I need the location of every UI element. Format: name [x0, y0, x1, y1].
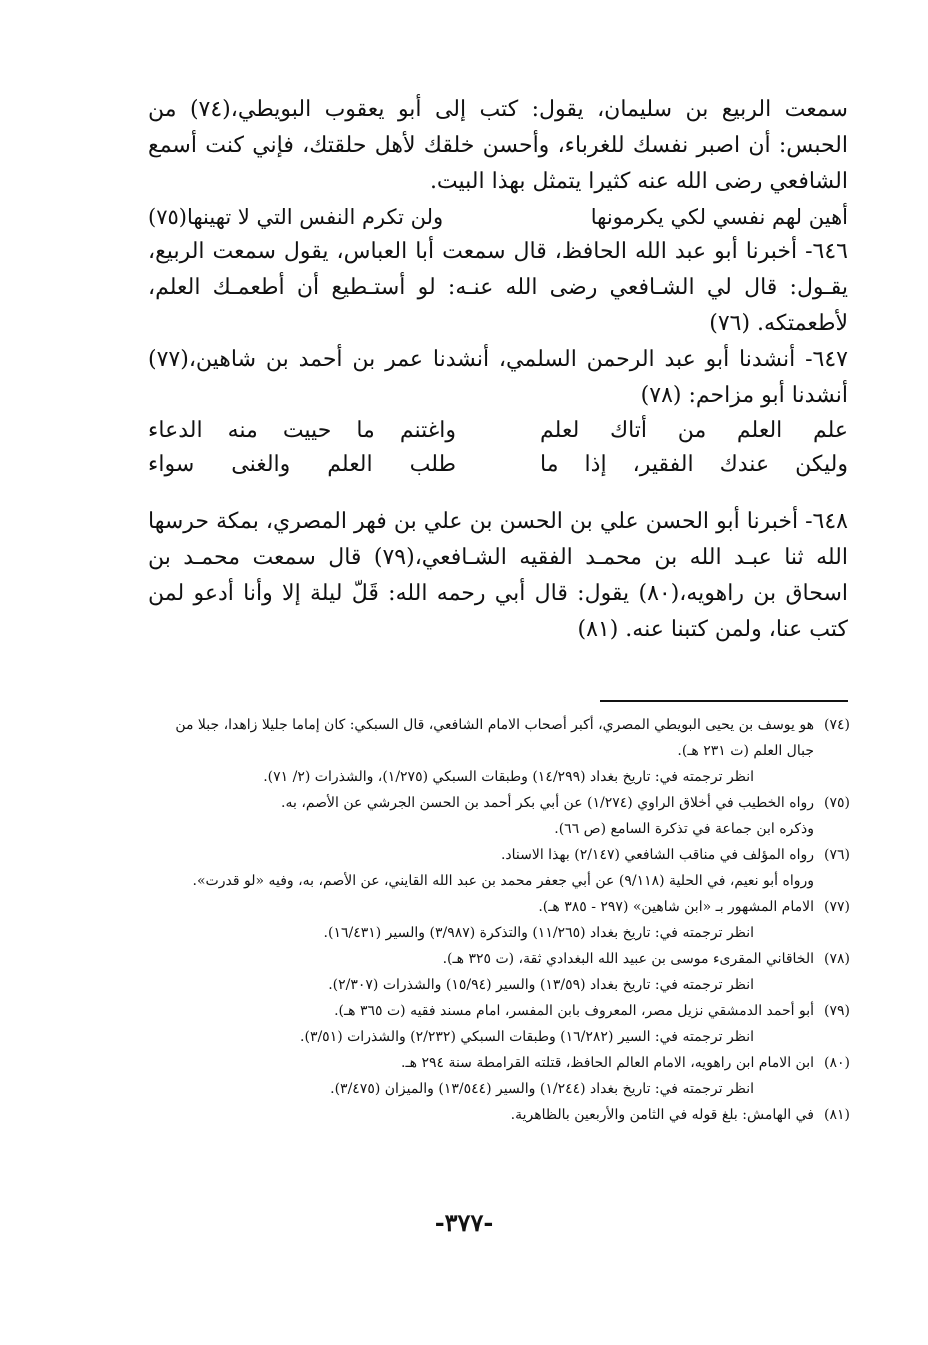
- footnote-text: انظر ترجمته في: تاريخ بغداد (١٤/٢٩٩) وطبقات السبكي (١/٢٧٥)، والشذرات (٢/ ٧١).: [263, 769, 754, 785]
- page-number: -٣٧٧-: [434, 1208, 494, 1237]
- main-text: [148, 92, 848, 648]
- footnote-74: [150, 712, 850, 790]
- paragraph-intro: سمعت الربيع بن سليمان، يقول: كتب إلى أبو يعقوب البويطي،(٧٤) من الحبس: أن اصبر نفسك للغرباء، وأحسن خلقك لأهل حلقتك، فإني كنت أسمع الشافعي رضى الله عنه كثيرا يتمثل بهذا البيت.: [148, 97, 848, 194]
- footnote-divider: [600, 700, 848, 702]
- verse-word: والغنى: [231, 452, 291, 477]
- footnote-number: (٧٦): [824, 847, 850, 863]
- footnote-text: الخاقاني المقرىء موسى بن عبيد الله البغدادي ثقة، (ت ٣٢٥ هـ).: [442, 951, 814, 967]
- footnote-75: [150, 790, 850, 842]
- footnote-number: (٧٤): [824, 717, 850, 733]
- footnote-text: رواه الخطيب في أخلاق الراوي (١/٢٧٤) عن أبي بكر أحمد بن الحسن الجرشي عن الأصم، به.: [281, 795, 814, 811]
- verse-word: عندك: [719, 452, 770, 477]
- footnote-text: ابن الامام ابن راهويه، الامام العالم الحافظ، قتلته القرامطة سنة ٢٩٤ هـ.: [401, 1055, 814, 1071]
- footnote-81: [150, 1102, 850, 1128]
- footnote-text: انظر ترجمته في: تاريخ بغداد (١٣/٥٩) والسير (١٥/٩٤) والشذرات (٢/٣٠٧).: [328, 977, 754, 993]
- verse-1: [148, 200, 848, 234]
- footnote-text: وذكره ابن جماعة في تذكرة السامع (ص ٦٦).: [554, 821, 814, 837]
- footnote-number: (٧٨): [824, 951, 850, 967]
- verse-1-first-hemistich: أهين لهم نفسي لكي يكرمونها: [590, 205, 848, 229]
- verse-word: منه: [227, 418, 258, 443]
- footnote-number: (٧٩): [824, 1003, 850, 1019]
- footnote-text: انظر ترجمته في: السير (١٦/٢٨٢) وطبقات السبكي (٢/٢٣٢) والشذرات (٣/٥١).: [300, 1029, 754, 1045]
- verse-2-line-1-second: [148, 414, 456, 448]
- footnote-80: [150, 1050, 850, 1102]
- footnote-text: الامام المشهور بـ «ابن شاهين» (٢٩٧ - ٣٨٥ هـ).: [538, 899, 814, 915]
- verse-word: إذا: [584, 452, 607, 477]
- verse-word: علم: [812, 418, 848, 443]
- footnote-text: هو يوسف بن يحيى البويطي المصري، أكبر أصحاب الامام الشافعي، قال السبكي: كان إماما جليلا زاهدا، جبلا من جبال العلم (ت ٢٣١ هـ).: [175, 717, 814, 759]
- verse-1-second-hemistich: ولن تكرم النفس التي لا تهينها(٧٥): [148, 205, 444, 229]
- footnote-76: [150, 842, 850, 894]
- verse-word: العلم: [327, 452, 373, 477]
- verse-word: الدعاء: [148, 418, 203, 443]
- footnote-text: ورواه أبو نعيم، في الحلية (٩/١١٨) عن أبي جعفر محمد بن عبد الله القايني، عن الأصم، به، وفيه «لو قدرت».: [192, 873, 814, 889]
- footnote-text: انظر ترجمته في: تاريخ بغداد (١١/٢٦٥) والتذكرة (٣/٩٨٧) والسير (١٦/٤٣١).: [323, 925, 754, 941]
- paragraph-647: ٦٤٧- أنشدنا أبو عبد الرحمن السلمي، أنشدنا عمر بن أحمد بن شاهين،(٧٧) أنشدنا أبو مزاحم: (٧٨): [148, 347, 848, 408]
- verse-word: ما: [540, 452, 559, 477]
- verse-word: واغتنم: [399, 418, 456, 443]
- verse-word: سواء: [148, 452, 195, 477]
- verse-2-line-1: [148, 414, 848, 448]
- verse-2-line-2-second: [148, 448, 456, 482]
- footnote-number: (٨١): [824, 1107, 850, 1123]
- footnote-text: في الهامش: بلغ قوله في الثامن والأربعين بالظاهرية.: [510, 1107, 814, 1123]
- footnote-78: [150, 946, 850, 998]
- footnote-number: (٨٠): [824, 1055, 850, 1071]
- verse-word: حييت: [282, 418, 332, 443]
- footnote-number: (٧٧): [824, 899, 850, 915]
- paragraph-646: ٦٤٦- أخبرنا أبو عبد الله الحافظ، قال سمعت أبا العباس، يقول سمعت الربيع، يقـول: قال لي الشـافعي رضى الله عنـه: لو أستـطيع أن أطعمـك العلم، لأطعمتكه. (٧٦): [148, 239, 848, 336]
- verse-word: من: [677, 418, 707, 443]
- verse-2-line-2-first: [540, 448, 848, 482]
- footnote-text: رواه المؤلف في مناقب الشافعي (٢/١٤٧) بهذا الاسناد.: [500, 847, 814, 863]
- verse-word: ما: [356, 418, 375, 443]
- verse-word: لعلم: [540, 418, 580, 443]
- verse-word: الفقير،: [632, 452, 694, 477]
- footnote-number: (٧٥): [824, 795, 850, 811]
- verse-word: أتاك: [609, 418, 648, 443]
- verse-word: وليكن: [795, 452, 848, 477]
- footnotes: [150, 712, 850, 1128]
- verse-2-line-1-first: [540, 414, 848, 448]
- footnote-text: انظر ترجمته في: تاريخ بغداد (١/٢٤٤) والسير (١٣/٥٤٤) والميزان (٣/٤٧٥).: [330, 1081, 754, 1097]
- verse-word: طلب: [409, 452, 456, 477]
- paragraph-648: ٦٤٨- أخبرنا أبو الحسن علي بن الحسن بن علي بن فهر المصري، بمكة حرسها الله ثنا عبـد الله بن محمـد الفقيه الشـافعي،(٧٩) قال سمعت محمـد بن اسحاق بن راهويه،(٨٠) يقول: قال أبي رحمه الله: قَلّ ليلة إلا وأنا أدعو لمن كتب عنا، ولمن كتبنا عنه. (٨١): [148, 509, 848, 642]
- footnote-79: [150, 998, 850, 1050]
- footnote-text: أبو أحمد الدمشقي نزيل مصر، المعروف بابن المفسر، امام مسند فقيه (ت ٣٦٥ هـ).: [334, 1003, 814, 1019]
- footnote-77: [150, 894, 850, 946]
- spacer: [148, 482, 848, 504]
- verse-2-line-2: [148, 448, 848, 482]
- verse-word: العلم: [736, 418, 783, 443]
